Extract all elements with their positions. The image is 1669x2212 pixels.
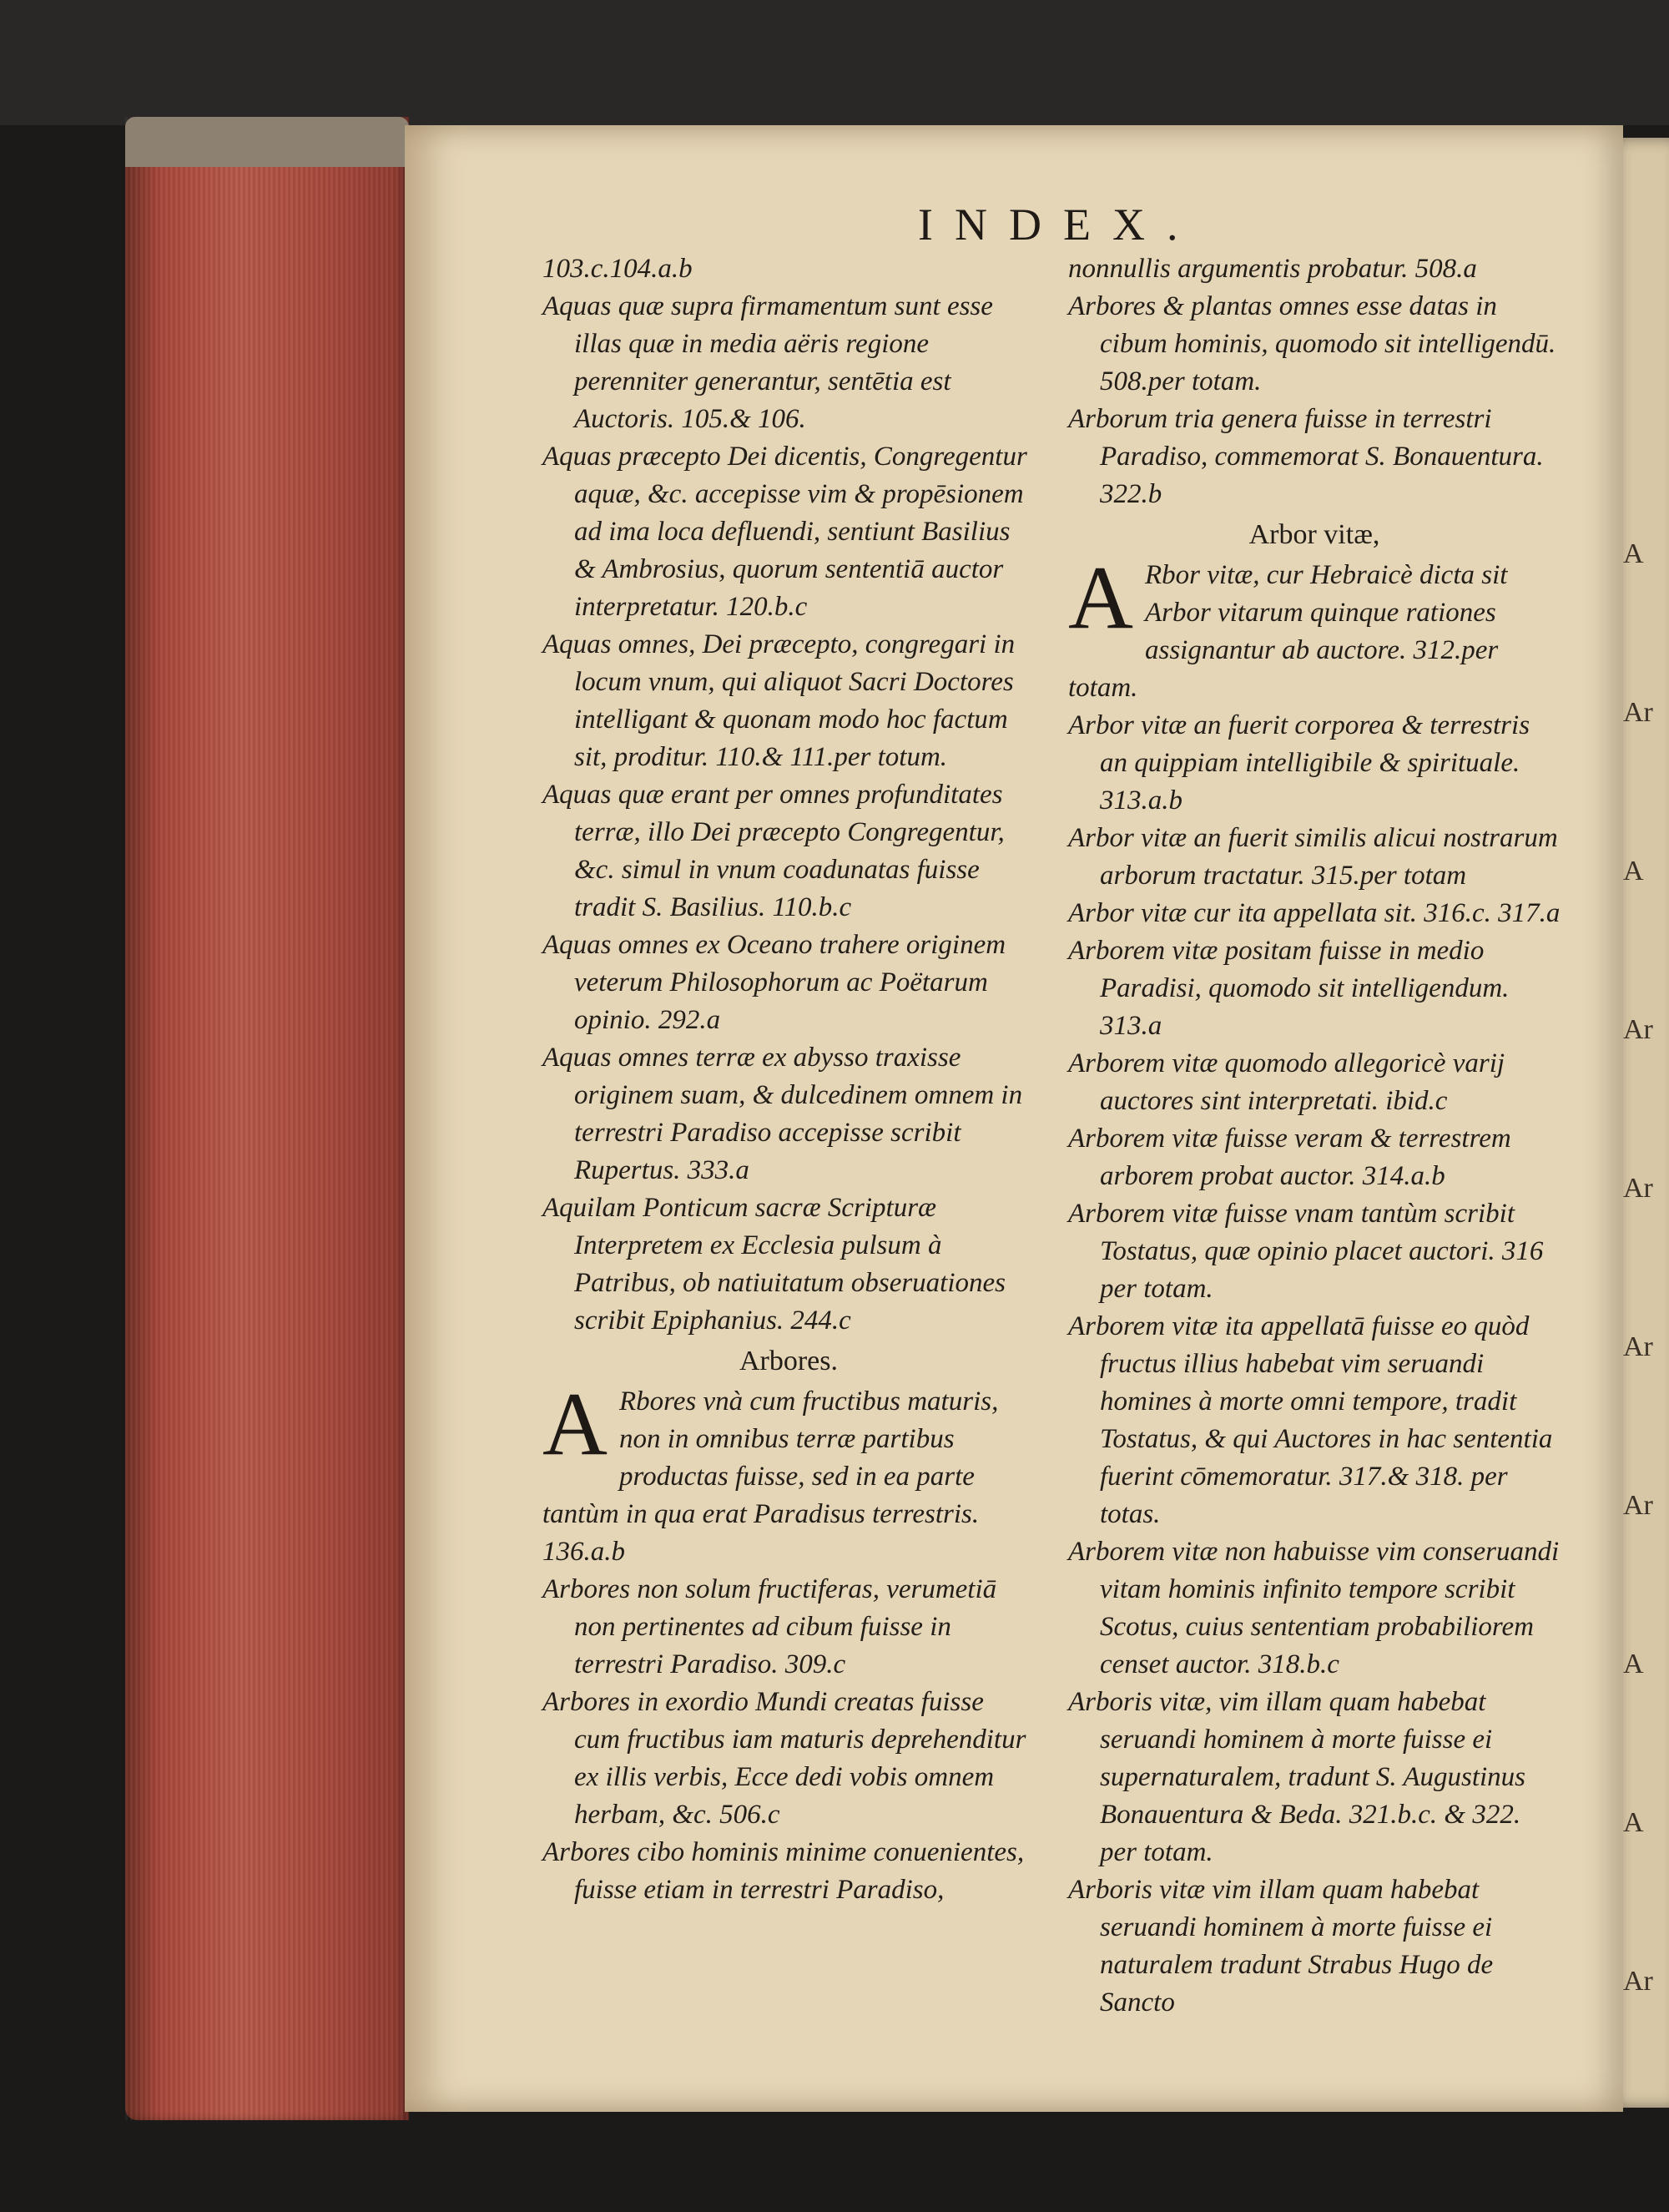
facing-page-fragment: A — [1623, 856, 1644, 886]
left-index-column — [542, 250, 1035, 1909]
index-entry: Arborem vitæ positam fuisse in medio Paradisi, quomodo sit intelligendum. 313.a — [1068, 936, 1510, 1041]
drop-capital: A — [1068, 548, 1133, 648]
index-entry: Arborem vitæ fuisse veram & terrestrem arborem probat auctor. 314.a.b — [1068, 1124, 1511, 1191]
facing-page-fragment: A — [1623, 1807, 1644, 1838]
entry-text: Rbores vnà cum fructibus maturis, non in omnibus terræ partibus productas fuisse, sed in ea parte tantùm in qua erat Paradisus terrestris. 136.a.b — [542, 1386, 999, 1567]
facing-page-fragment: Ar — [1623, 1173, 1653, 1204]
index-entry: Aquas omnes, Dei præcepto, congregari in locum vnum, qui aliquot Sacri Doctores intelligant & quonam modo hoc factum sit, proditur. 110.& 111.per totum. — [542, 629, 1016, 772]
index-entry: Arbores non solum fructiferas, verumetiā non pertinentes ad cibum fuisse in terrestri Paradiso. 309.c — [542, 1574, 997, 1679]
index-entry: Arborem vitæ fuisse vnam tantùm scribit Tostatus, quæ opinio placet auctori. 316 per totam. — [1068, 1199, 1544, 1304]
book-spine-top — [125, 117, 409, 167]
facing-page-fragment: A — [1623, 538, 1644, 569]
index-entry: Aquilam Ponticum sacræ Scripturæ Interpretem ex Ecclesia pulsum à Patribus, ob natiuitatum obseruationes scribit Epiphanius. 244.c — [542, 1193, 1006, 1336]
facing-page-fragment: A — [1623, 1649, 1644, 1679]
index-entry: Arborum tria genera fuisse in terrestri Paradiso, commemorat S. Bonauentura. 322.b — [1068, 404, 1544, 509]
index-entry: Arbor vitæ an fuerit corporea & terrestris an quippiam intelligibile & spirituale. 313.a.b — [1068, 710, 1530, 816]
index-entry: Aquas quæ erant per omnes profunditates terræ, illo Dei præcepto Congregentur, &c. simul in vnum coadunatas fuisse tradit S. Basilius. 110.b.c — [542, 780, 1005, 922]
index-entry: Arborem vitæ non habuisse vim conseruandi vitam hominis infinito tempore scribit Scotus, cuius sententiam probabiliorem censet auctor. 318.b.c — [1068, 1537, 1560, 1679]
index-entry: Aquas omnes ex Oceano trahere originem veterum Philosophorum ac Poëtarum opinio. 292.a — [542, 930, 1006, 1035]
facing-page-fragment: Ar — [1623, 1490, 1653, 1521]
index-entry: Arboris vitæ, vim illam quam habebat seruandi hominem à morte fuisse ei supernaturalem, tradunt S. Augustinus Bonauentura & Beda. 321.b.c. & 322. per totam. — [1068, 1687, 1526, 1867]
facing-page-fragment: Ar — [1623, 1014, 1653, 1045]
section-heading: Arbor vitæ, — [1248, 519, 1380, 550]
index-entry: 103.c.104.a.b — [542, 254, 693, 284]
facing-page-fragment: Ar — [1623, 697, 1653, 728]
index-entry: Arbor vitæ cur ita appellata sit. 316.c. 317.a — [1068, 898, 1561, 928]
drop-capital: A — [542, 1375, 608, 1474]
index-entry-dropcap — [542, 1375, 1035, 1571]
index-entry: Aquas præcepto Dei dicentis, Congregentur aquæ, &c. accepisse vim & propēsionem ad ima loca defluendi, sentiunt Basilius & Ambrosius, quorum sententiā auctor interpretatur. 120.b.c — [542, 442, 1027, 622]
facing-page-fragment: Ar — [1623, 1331, 1653, 1362]
index-entry: Arbores & plantas omnes esse datas in cibum hominis, quomodo sit intelligendū. 508.per totam. — [1068, 291, 1556, 396]
right-index-column — [1068, 250, 1561, 2022]
page-header: INDEX. — [918, 199, 1200, 250]
index-entry: nonnullis argumentis probatur. 508.a — [1068, 254, 1477, 284]
facing-page-fragment: Ar — [1623, 1966, 1653, 1997]
index-entry: Arbores cibo hominis minime conuenientes, fuisse etiam in terrestri Paradiso, — [542, 1837, 1025, 1905]
page-edges — [125, 117, 409, 2120]
index-entry: Arbor vitæ an fuerit similis alicui nostrarum arborum tractatur. 315.per totam — [1068, 823, 1558, 891]
index-entry: Arborem vitæ ita appellatā fuisse eo quòd fructus illius habebat vim seruandi homines à morte omni tempore, tradit Tostatus, & qui Auctores in hac sententia fuerint cōmemoratur. 317.& 318. per totas. — [1068, 1311, 1553, 1529]
index-entry-dropcap — [1068, 548, 1561, 707]
index-entry: Arborem vitæ quomodo allegoricè varij auctores sint interpretati. ibid.c — [1068, 1048, 1505, 1116]
index-entry: Arboris vitæ vim illam quam habebat seruandi hominem à morte fuisse ei naturalem tradunt Strabus Hugo de Sancto — [1068, 1875, 1494, 2018]
section-heading: Arbores. — [739, 1346, 839, 1376]
index-entry: Arbores in exordio Mundi creatas fuisse cum fructibus iam maturis deprehenditur ex illis verbis, Ecce dedi vobis omnem herbam, &c. 506.c — [542, 1687, 1026, 1830]
scanner-background — [0, 0, 1669, 125]
index-entry: Aquas quæ supra firmamentum sunt esse illas quæ in media aëris regione perenniter generantur, sentētia est Auctoris. 105.& 106. — [542, 291, 993, 434]
entry-text: Rbor vitæ, cur Hebraicè dicta sit Arbor vitarum quinque rationes assignantur ab auctore. 312.per totam. — [1068, 560, 1508, 703]
index-entry: Aquas omnes terræ ex abysso traxisse originem suam, & dulcedinem omnem in terrestri Paradiso accepisse scribit Rupertus. 333.a — [542, 1043, 1023, 1185]
